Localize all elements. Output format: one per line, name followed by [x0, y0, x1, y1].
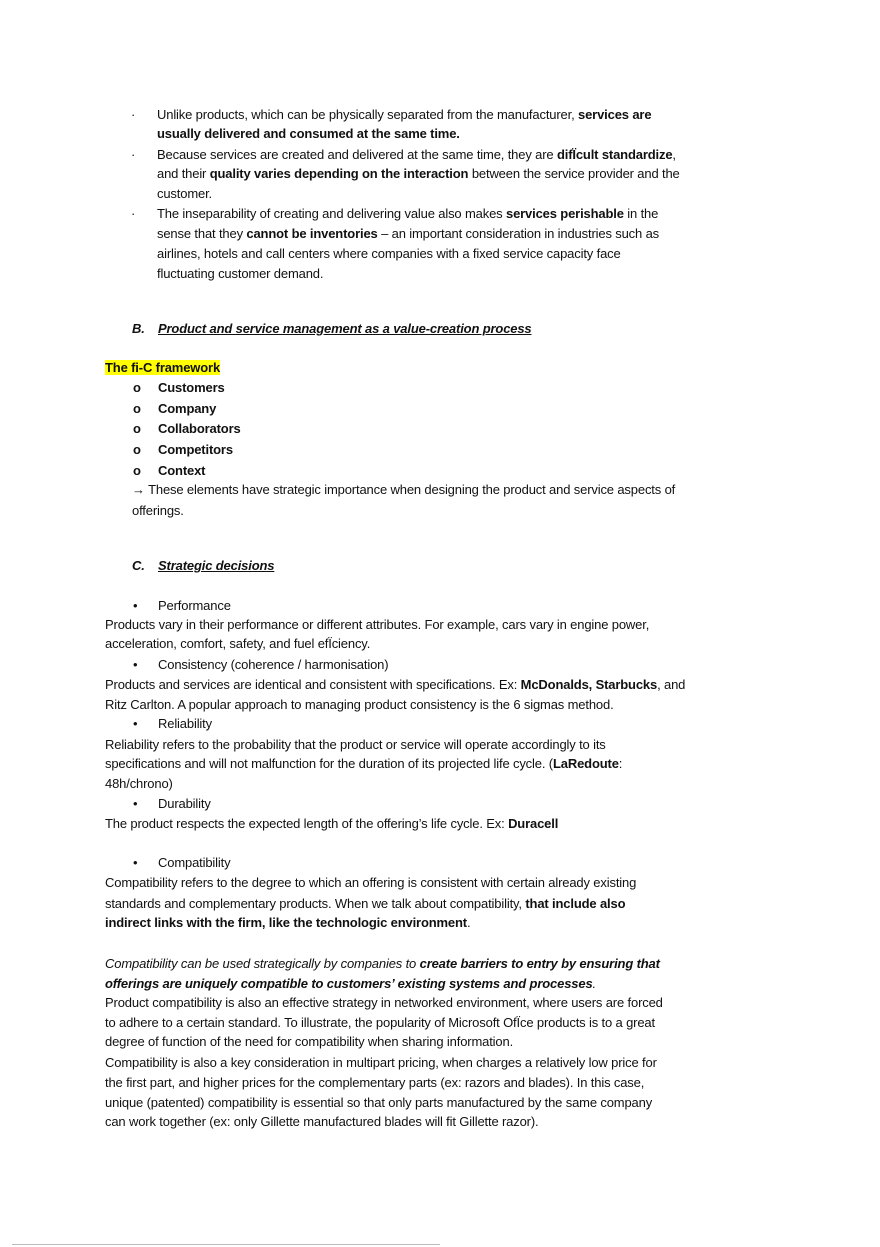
list-item-line — [158, 400, 216, 418]
list-item-line — [158, 557, 274, 575]
list-item-line — [158, 715, 212, 733]
text-line — [132, 481, 675, 499]
list-bullet: o — [133, 401, 141, 416]
text-run: create barriers to entry by ensuring that — [419, 956, 660, 971]
text-run: Context — [158, 463, 206, 478]
list-bullet: · — [131, 206, 136, 221]
text-run: Unlike products, which can be physically separated from the manufacturer, — [157, 107, 579, 122]
list-item-line — [158, 441, 233, 459]
text-run: standards and complementary products. When we talk about compatibility, — [105, 896, 526, 911]
text-run: degree of function of the need for compatibility when sharing information. — [105, 1034, 514, 1049]
text-run: : — [618, 756, 623, 771]
text-run: Reliability refers to the probability that the product or service will operate accordingly to its — [105, 737, 606, 752]
list-bullet: • — [133, 598, 138, 613]
list-bullet: o — [133, 463, 141, 478]
list-item-line — [158, 656, 388, 674]
text-run: LaRedoute — [552, 756, 619, 771]
text-line — [157, 265, 323, 283]
text-run: cannot be inventories — [246, 226, 378, 241]
text-run: Collaborators — [158, 421, 241, 436]
list-bullet: • — [133, 855, 138, 870]
list-bullet: B. — [132, 321, 145, 336]
list-bullet: C. — [132, 558, 145, 573]
text-line — [105, 755, 622, 773]
text-run: sense that they — [157, 226, 247, 241]
list-bullet: · — [131, 147, 136, 162]
text-line — [105, 955, 660, 973]
text-run: – an important consideration in industries such as — [377, 226, 660, 241]
text-run: can work together (ex: only Gillette manufactured blades will fit Gillette razor). — [105, 1114, 539, 1129]
text-run: . — [466, 915, 471, 930]
text-line — [105, 1033, 513, 1051]
text-line — [105, 616, 649, 634]
text-run: difÏcult standardize — [556, 147, 673, 162]
list-bullet: o — [133, 421, 141, 436]
text-line — [105, 1113, 539, 1131]
text-line — [105, 696, 614, 714]
text-run: , — [672, 147, 676, 162]
text-line — [157, 245, 621, 263]
text-run: Reliability — [158, 716, 212, 731]
section-heading: Strategic decisions — [158, 558, 275, 573]
text-line — [105, 359, 220, 377]
list-item-line — [158, 379, 225, 397]
list-item-line — [158, 795, 211, 813]
text-run: unique (patented) compatibility is essential so that only parts manufactured by the same company — [105, 1095, 653, 1110]
text-run: , and — [657, 677, 686, 692]
highlighted-heading: The fi-C framework — [105, 360, 221, 375]
list-item-line — [158, 854, 230, 872]
text-run: Company — [158, 401, 217, 416]
text-run: Because services are created and delivered at the same time, they are — [157, 147, 557, 162]
text-line — [105, 1094, 652, 1112]
list-bullet: o — [133, 442, 141, 457]
text-run: Competitors — [158, 442, 233, 457]
section-heading: Product and service management as a value-creation process — [158, 321, 532, 336]
list-item-line — [158, 597, 231, 615]
text-line — [105, 736, 606, 754]
text-line — [105, 994, 663, 1012]
text-run: the first part, and higher prices for the complementary parts (ex: razors and blades). In this case, — [105, 1075, 645, 1090]
list-bullet: • — [133, 796, 138, 811]
text-run: indirect links with the firm, like the technologic environment — [105, 915, 467, 930]
text-run: to adhere to a certain standard. To illustrate, the popularity of Microsoft OfÏce products is to a great — [105, 1015, 655, 1030]
list-bullet: · — [131, 107, 136, 122]
text-run: quality varies depending on the interaction — [209, 166, 469, 181]
text-run: fluctuating customer demand. — [157, 266, 324, 281]
text-run: usually delivered and consumed at the same time. — [157, 126, 460, 141]
text-line — [105, 775, 173, 793]
text-run: customer. — [157, 186, 213, 201]
text-run: Products vary in their performance or different attributes. For example, cars vary in engine power, — [105, 617, 650, 632]
text-run: offerings. — [132, 503, 184, 518]
text-run: between the service provider and the — [468, 166, 680, 181]
text-line — [157, 185, 212, 203]
text-line — [105, 815, 558, 833]
text-run: and their — [157, 166, 210, 181]
text-run: → These elements have strategic importance when designing the product and service aspects of — [132, 482, 676, 497]
text-line — [132, 502, 184, 520]
text-line — [157, 165, 680, 183]
text-line — [105, 975, 596, 993]
footnote-divider — [12, 1244, 440, 1245]
text-run: Products and services are identical and consistent with specifications. Ex: — [105, 677, 521, 692]
text-line — [105, 1074, 644, 1092]
text-run: Compatibility refers to the degree to which an offering is consistent with certain already existing — [105, 875, 637, 890]
list-item-line — [157, 205, 658, 223]
list-bullet: o — [133, 380, 141, 395]
text-run: The inseparability of creating and delivering value also makes — [157, 206, 506, 221]
text-run: Performance — [158, 598, 231, 613]
text-line — [105, 874, 636, 892]
text-run: Product compatibility is also an effective strategy in networked environment, where users are forced — [105, 995, 663, 1010]
text-run: Compatibility — [158, 855, 231, 870]
list-bullet: • — [133, 716, 138, 731]
text-run: acceleration, comfort, safety, and fuel efÏciency. — [105, 636, 371, 651]
text-run: Durability — [158, 796, 211, 811]
text-run: . — [592, 976, 596, 991]
text-run: McDonalds, Starbucks — [520, 677, 658, 692]
text-run: Duracell — [508, 816, 559, 831]
text-line — [157, 125, 460, 143]
list-item-line — [157, 146, 676, 164]
list-item-line — [158, 420, 241, 438]
list-bullet: • — [133, 657, 138, 672]
text-line — [105, 635, 370, 653]
text-line — [105, 676, 685, 694]
text-run: Compatibility can be used strategically by companies to — [105, 956, 420, 971]
text-run: Ritz Carlton. A popular approach to managing product consistency is the 6 sigmas method. — [105, 697, 614, 712]
text-line — [105, 1014, 655, 1032]
text-run: offerings are uniquely compatible to customers’ existing systems and processes — [105, 976, 593, 991]
text-run: services perishable — [505, 206, 624, 221]
text-run: The product respects the expected length of the offering’s life cycle. Ex: — [105, 816, 509, 831]
text-run: Customers — [158, 380, 225, 395]
text-run: 48h/chrono) — [105, 776, 173, 791]
text-run: specifications and will not malfunction for the duration of its projected life cycle. ( — [105, 756, 553, 771]
list-item-line — [158, 462, 205, 480]
list-item-line — [157, 106, 651, 124]
text-line — [105, 1054, 657, 1072]
text-run: Consistency (coherence / harmonisation) — [158, 657, 389, 672]
text-run: services are — [578, 107, 652, 122]
list-item-line — [158, 320, 532, 338]
text-line — [105, 914, 470, 932]
text-line — [105, 895, 625, 913]
text-line — [157, 225, 659, 243]
text-run: Compatibility is also a key consideration in multipart pricing, when charges a relatively low price for — [105, 1055, 657, 1070]
text-run: in the — [623, 206, 659, 221]
text-run: that include also — [525, 896, 626, 911]
text-run: airlines, hotels and call centers where companies with a fixed service capacity face — [157, 246, 621, 261]
